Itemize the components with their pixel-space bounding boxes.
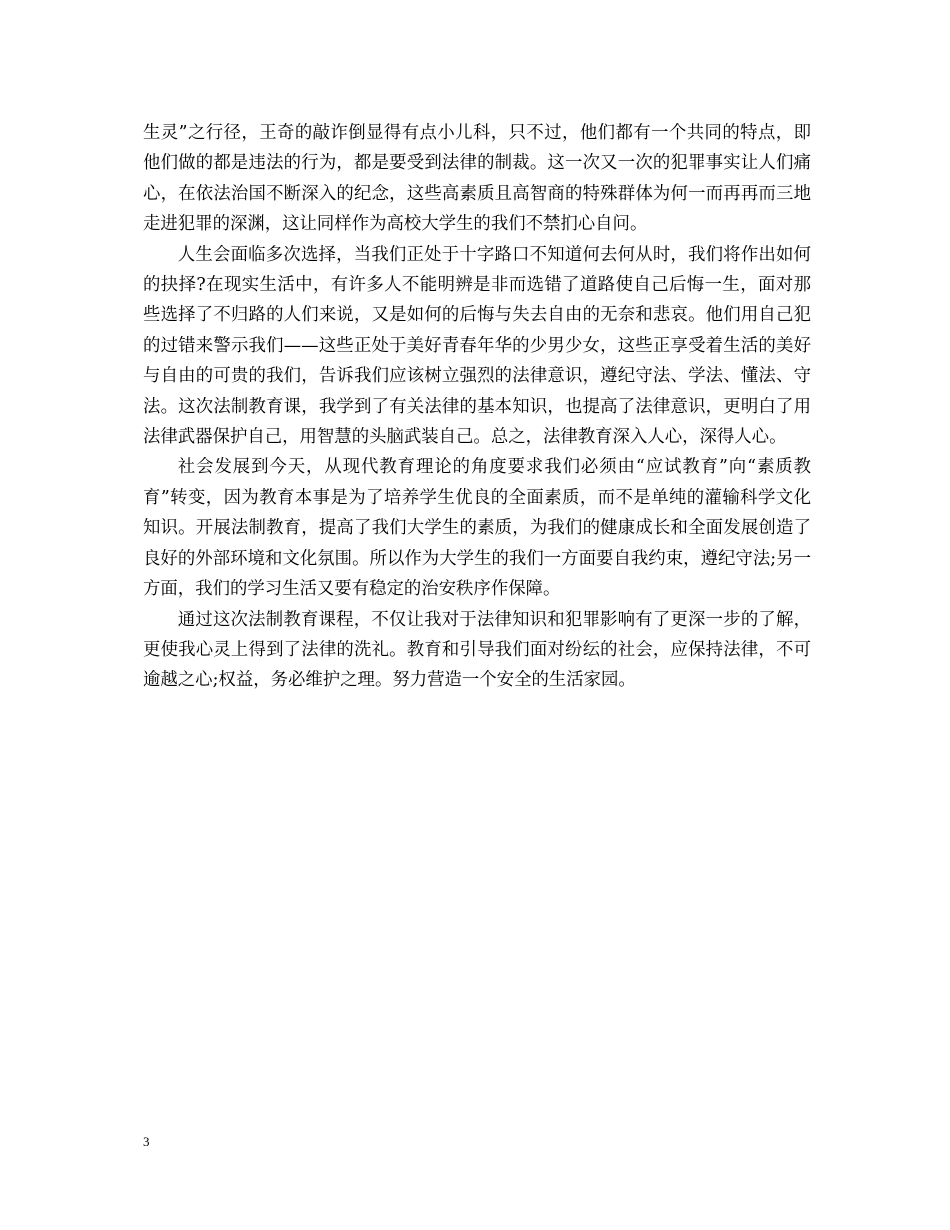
paragraph-quality-education: 社会发展到今天，从现代教育理论的角度要求我们必须由“应试教育”向“素质教育”转变，因为教育本事是为了培养学生优良的全面素质，而不是单纯的灌输科学文化知识。开展法制教育，提高了我们大学生的素质，为我们的健康成长和全面发展创造了良好的外部环境和文化氛围。所以作为大学生的我们一方面要自我约束，遵纪守法;另一方面，我们的学习生活又要有稳定的治安秩序作保障。 [143,457,811,600]
paragraph-life-choices: 人生会面临多次选择，当我们正处于十字路口不知道何去何从时，我们将作出如何的抉择?在现实生活中，有许多人不能明辨是非而选错了道路使自己后悔一生，面对那些选择了不归路的人们来说，又是如何的后悔与失去自由的无奈和悲哀。他们用自己犯的过错来警示我们——这些正处于美好青春年华的少男少女，这些正享受着生活的美好与自由的可贵的我们，告诉我们应该树立强烈的法律意识，遵纪守法、学法、懂法、守法。这次法制教育课，我学到了有关法律的基本知识，也提高了法律意识，更明白了用法律武器保护自己，用智慧的头脑武装自己。总之，法律教育深入人心，深得人心。 [143,244,811,448]
document-body [143,118,811,696]
page-number: 3 [143,1134,150,1149]
paragraph-conclusion: 通过这次法制教育课程，不仅让我对于法律知识和犯罪影响有了更深一步的了解，更使我心灵上得到了法律的洗礼。教育和引导我们面对纷纭的社会，应保持法律，不可逾越之心;权益，务必维护之理。努力营造一个安全的生活家园。 [143,609,811,691]
paragraph-continuation: 生灵”之行径，王奇的敲诈倒显得有点小儿科，只不过，他们都有一个共同的特点，即他们做的都是违法的行为，都是要受到法律的制裁。这一次又一次的犯罪事实让人们痛心，在依法治国不断深入的纪念，这些高素质且高智商的特殊群体为何一而再再而三地走进犯罪的深渊，这让同样作为高校大学生的我们不禁扪心自问。 [143,123,811,235]
